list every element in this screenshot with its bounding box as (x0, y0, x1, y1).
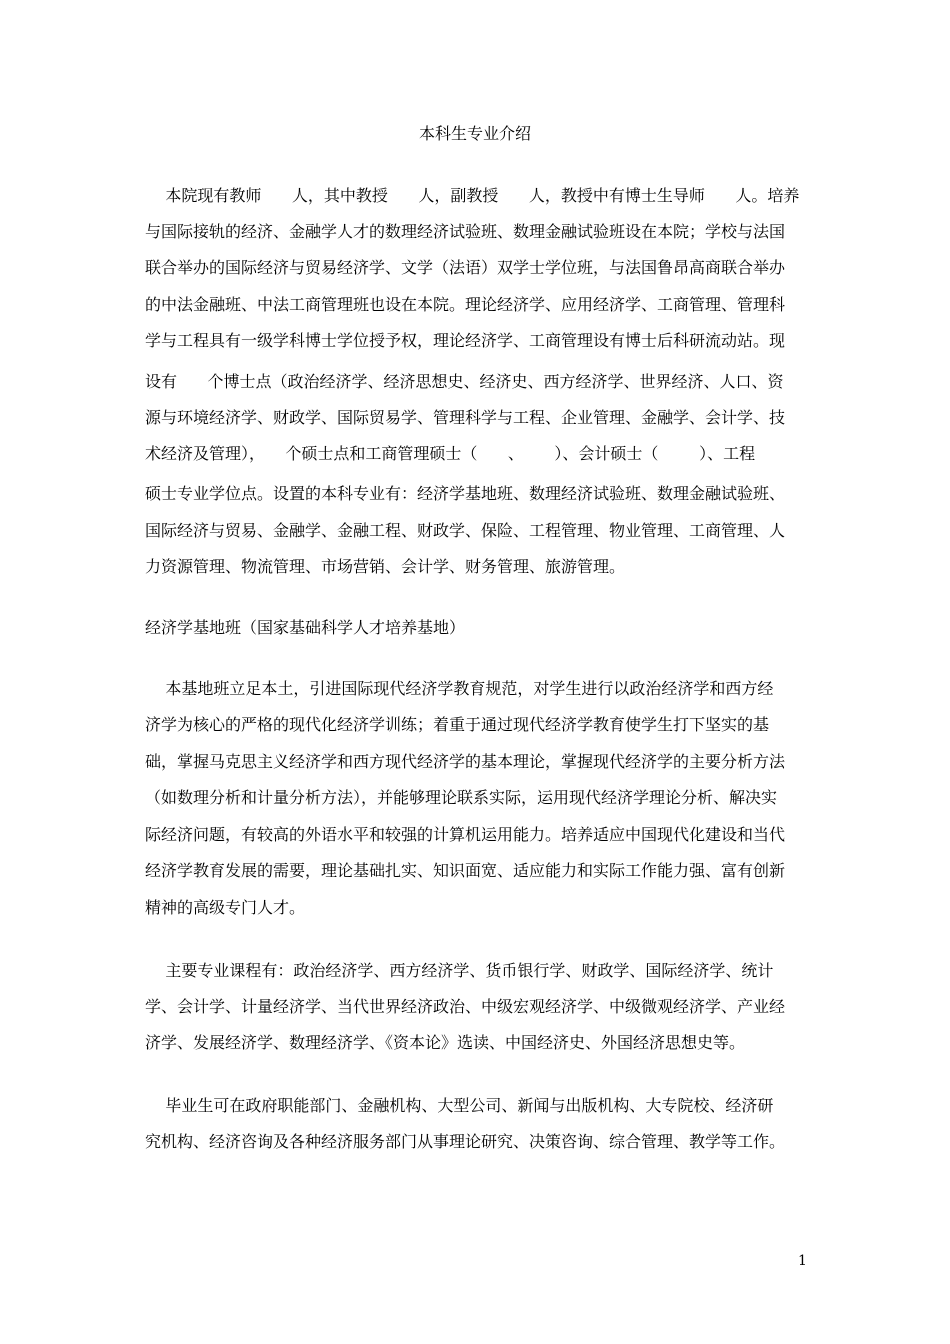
text-line: （如数理分析和计量分析方法），并能够理论联系实际，运用现代经济学理论分析、解决实 (145, 788, 778, 807)
text-line: 毕业生可在政府职能部门、金融机构、大型公司、新闻与出版机构、大专院校、经济研 (145, 1096, 774, 1115)
text-line: 联合举办的国际经济与贸易经济学、文学（法语）双学士学位班，与法国鲁昂高商联合举办 (145, 258, 786, 277)
text-line: 主要专业课程有：政治经济学、西方经济学、货币银行学、财政学、国际经济学、统计 (145, 961, 774, 980)
text-line: 学、会计学、计量经济学、当代世界经济政治、中级宏观经济学、中级微观经济学、产业经 (145, 997, 786, 1016)
text-line: 力资源管理、物流管理、市场营销、会计学、财务管理、旅游管理。 (145, 557, 626, 576)
text-line: 设有 个博士点（政治经济学、经济思想史、经济史、西方经济学、世界经济、人口、资 (145, 372, 784, 391)
text-line: 源与环境经济学、财政学、国际贸易学、管理科学与工程、企业管理、金融学、会计学、技 (145, 408, 786, 427)
text-line: 经济学教育发展的需要，理论基础扎实、知识面宽、适应能力和实际工作能力强、富有创新 (145, 861, 786, 880)
text-line: 究机构、经济咨询及各种经济服务部门从事理论研究、决策咨询、综合管理、教学等工作。 (145, 1132, 786, 1151)
text-line: 本院现有教师 人，其中教授 人，副教授 人，教授中有博士生导师 人。培养 (145, 186, 800, 205)
text-line: 本基地班立足本土，引进国际现代经济学教育规范，对学生进行以政治经济学和西方经 (145, 679, 774, 698)
text-line: 际经济问题，有较高的外语水平和较强的计算机运用能力。培养适应中国现代化建设和当代 (145, 825, 786, 844)
text-line: 的中法金融班、中法工商管理班也设在本院。理论经济学、应用经济学、工商管理、管理科 (145, 295, 786, 314)
page-title: 本科生专业介绍 (418, 124, 531, 143)
text-line: 硕士专业学位点。设置的本科专业有：经济学基地班、数理经济试验班、数理金融试验班、 (145, 484, 786, 503)
page-number: 1 (798, 1253, 807, 1269)
text-line: 与国际接轨的经济、金融学人才的数理经济试验班、数理金融试验班设在本院；学校与法国 (145, 222, 786, 241)
text-line: 济学、发展经济学、数理经济学、《资本论》选读、中国经济史、外国经济思想史等。 (145, 1033, 746, 1052)
text-line: 础，掌握马克思主义经济学和西方现代经济学的基本理论，掌握现代经济学的主要分析方法 (145, 752, 786, 771)
text-line: 学与工程具有一级学科博士学位授予权，理论经济学、工商管理设有博士后科研流动站。现 (145, 331, 786, 350)
text-line: 精神的高级专门人才。 (145, 898, 306, 917)
text-line: 国际经济与贸易、金融学、金融工程、财政学、保险、工程管理、物业管理、工商管理、人 (145, 521, 786, 540)
section-heading: 经济学基地班（国家基础科学人才培养基地） (145, 618, 466, 637)
text-line: 术经济及管理）， 个硕士点和工商管理硕士（ 、 ）、会计硕士（ ）、工程 (145, 444, 756, 463)
text-line: 济学为核心的严格的现代化经济学训练；着重于通过现代经济学教育使学生打下坚实的基 (145, 715, 770, 734)
